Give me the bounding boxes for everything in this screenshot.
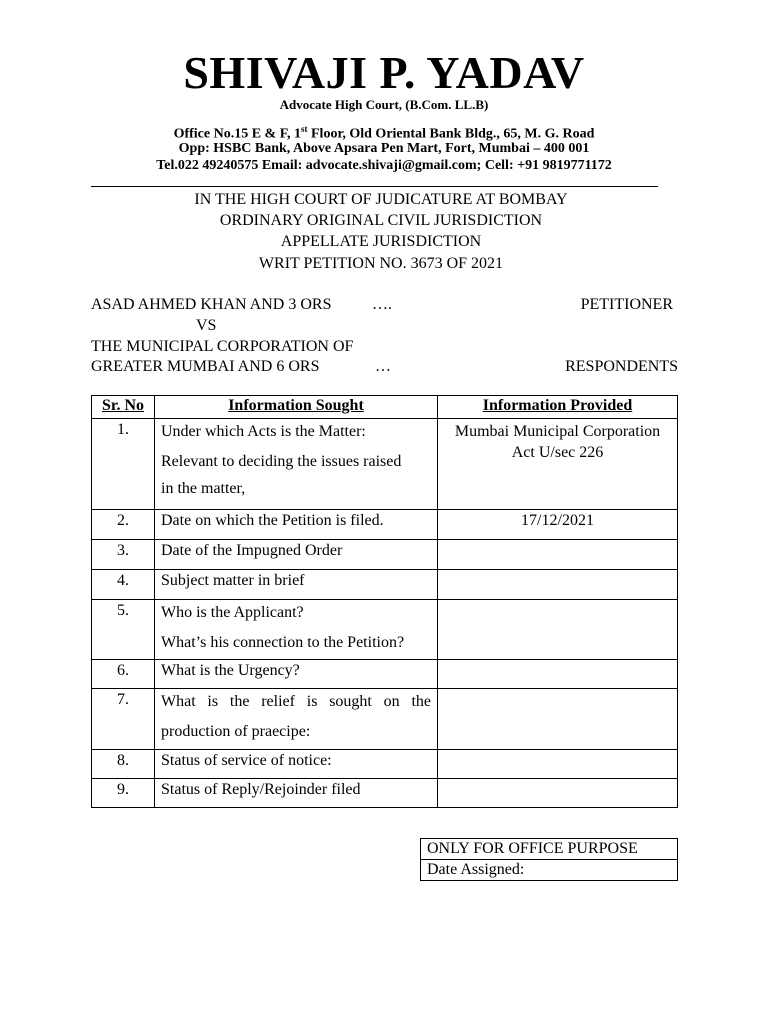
row-information-sought: Status of Reply/Rejoinder filed	[155, 779, 438, 808]
row-information-provided	[438, 750, 678, 779]
petition-number: WRIT PETITION NO. 3673 OF 2021	[258, 255, 504, 272]
table-row	[92, 779, 678, 808]
respondent-dots: …	[375, 358, 391, 375]
row-number: 8.	[92, 750, 155, 779]
header-information-sought: Information Sought	[155, 396, 438, 419]
contact-details: Tel.022 49240575 Email: advocate.shivaji@gmail.com; Cell: +91 9819771172	[156, 158, 612, 173]
table-row	[92, 540, 678, 570]
header-information-provided: Information Provided	[438, 396, 678, 419]
row-information-provided: 17/12/2021	[438, 510, 678, 540]
office-purpose-title: ONLY FOR OFFICE PURPOSE	[421, 839, 678, 860]
jurisdiction: ORDINARY ORIGINAL CIVIL JURISDICTION	[219, 212, 543, 229]
row-information-sought: What is the Urgency?	[155, 660, 438, 689]
row-information-provided	[438, 600, 678, 660]
information-table	[91, 395, 678, 808]
table-header-row	[92, 396, 678, 419]
table-row	[92, 510, 678, 540]
row-information-provided: Mumbai Municipal Corporation Act U/sec 226	[438, 419, 678, 510]
row-information-provided	[438, 779, 678, 808]
row-information-sought: What is the relief is sought on the production of praecipe:	[155, 689, 438, 750]
table-row	[92, 600, 678, 660]
row-information-sought: Date of the Impugned Order	[155, 540, 438, 570]
advocate-designation: Advocate High Court, (B.Com. LL.B)	[279, 97, 489, 112]
row-number: 5.	[92, 600, 155, 660]
row-information-sought: Who is the Applicant? What’s his connection to the Petition?	[155, 600, 438, 660]
advocate-name: SHIVAJI P. YADAV	[183, 47, 585, 98]
respondent-name-line1: THE MUNICIPAL CORPORATION OF	[91, 338, 354, 355]
table-row	[92, 570, 678, 600]
row-information-sought: Under which Acts is the Matter: Relevant to deciding the issues raised in the matter,	[155, 419, 438, 510]
table-row	[92, 750, 678, 779]
petitioner-role: PETITIONER	[580, 296, 673, 313]
row-number: 4.	[92, 570, 155, 600]
row-number: 3.	[92, 540, 155, 570]
row-number: 7.	[92, 689, 155, 750]
row-number: 6.	[92, 660, 155, 689]
office-purpose-box	[420, 838, 678, 881]
respondent-name-line2: GREATER MUMBAI AND 6 ORS	[91, 358, 320, 375]
row-information-sought: Status of service of notice:	[155, 750, 438, 779]
row-information-provided	[438, 660, 678, 689]
table-row	[92, 419, 678, 510]
petitioner-name: ASAD AHMED KHAN AND 3 ORS	[91, 296, 332, 313]
row-information-sought: Subject matter in brief	[155, 570, 438, 600]
appellate-jurisdiction: APPELLATE JURISDICTION	[280, 233, 482, 250]
petitioner-dots: ….	[372, 296, 392, 313]
row-number: 9.	[92, 779, 155, 808]
row-information-provided	[438, 540, 678, 570]
respondent-role: RESPONDENTS	[565, 358, 678, 375]
row-information-provided	[438, 570, 678, 600]
table-row	[92, 689, 678, 750]
table-row	[92, 660, 678, 689]
letterhead-divider	[91, 186, 658, 187]
date-assigned-field: Date Assigned:	[421, 860, 678, 881]
office-address-line2: Opp: HSBC Bank, Above Apsara Pen Mart, Fort, Mumbai – 400 001	[178, 141, 590, 156]
row-information-provided	[438, 689, 678, 750]
court-name: IN THE HIGH COURT OF JUDICATURE AT BOMBAY	[194, 191, 568, 208]
header-sr-no: Sr. No	[92, 396, 155, 419]
row-information-sought: Date on which the Petition is filed.	[155, 510, 438, 540]
row-number: 1.	[92, 419, 155, 510]
office-address-line1: Office No.15 E & F, 1st Floor, Old Oriental Bank Bldg., 65, M. G. Road	[173, 124, 595, 142]
row-number: 2.	[92, 510, 155, 540]
versus: VS	[196, 317, 217, 334]
